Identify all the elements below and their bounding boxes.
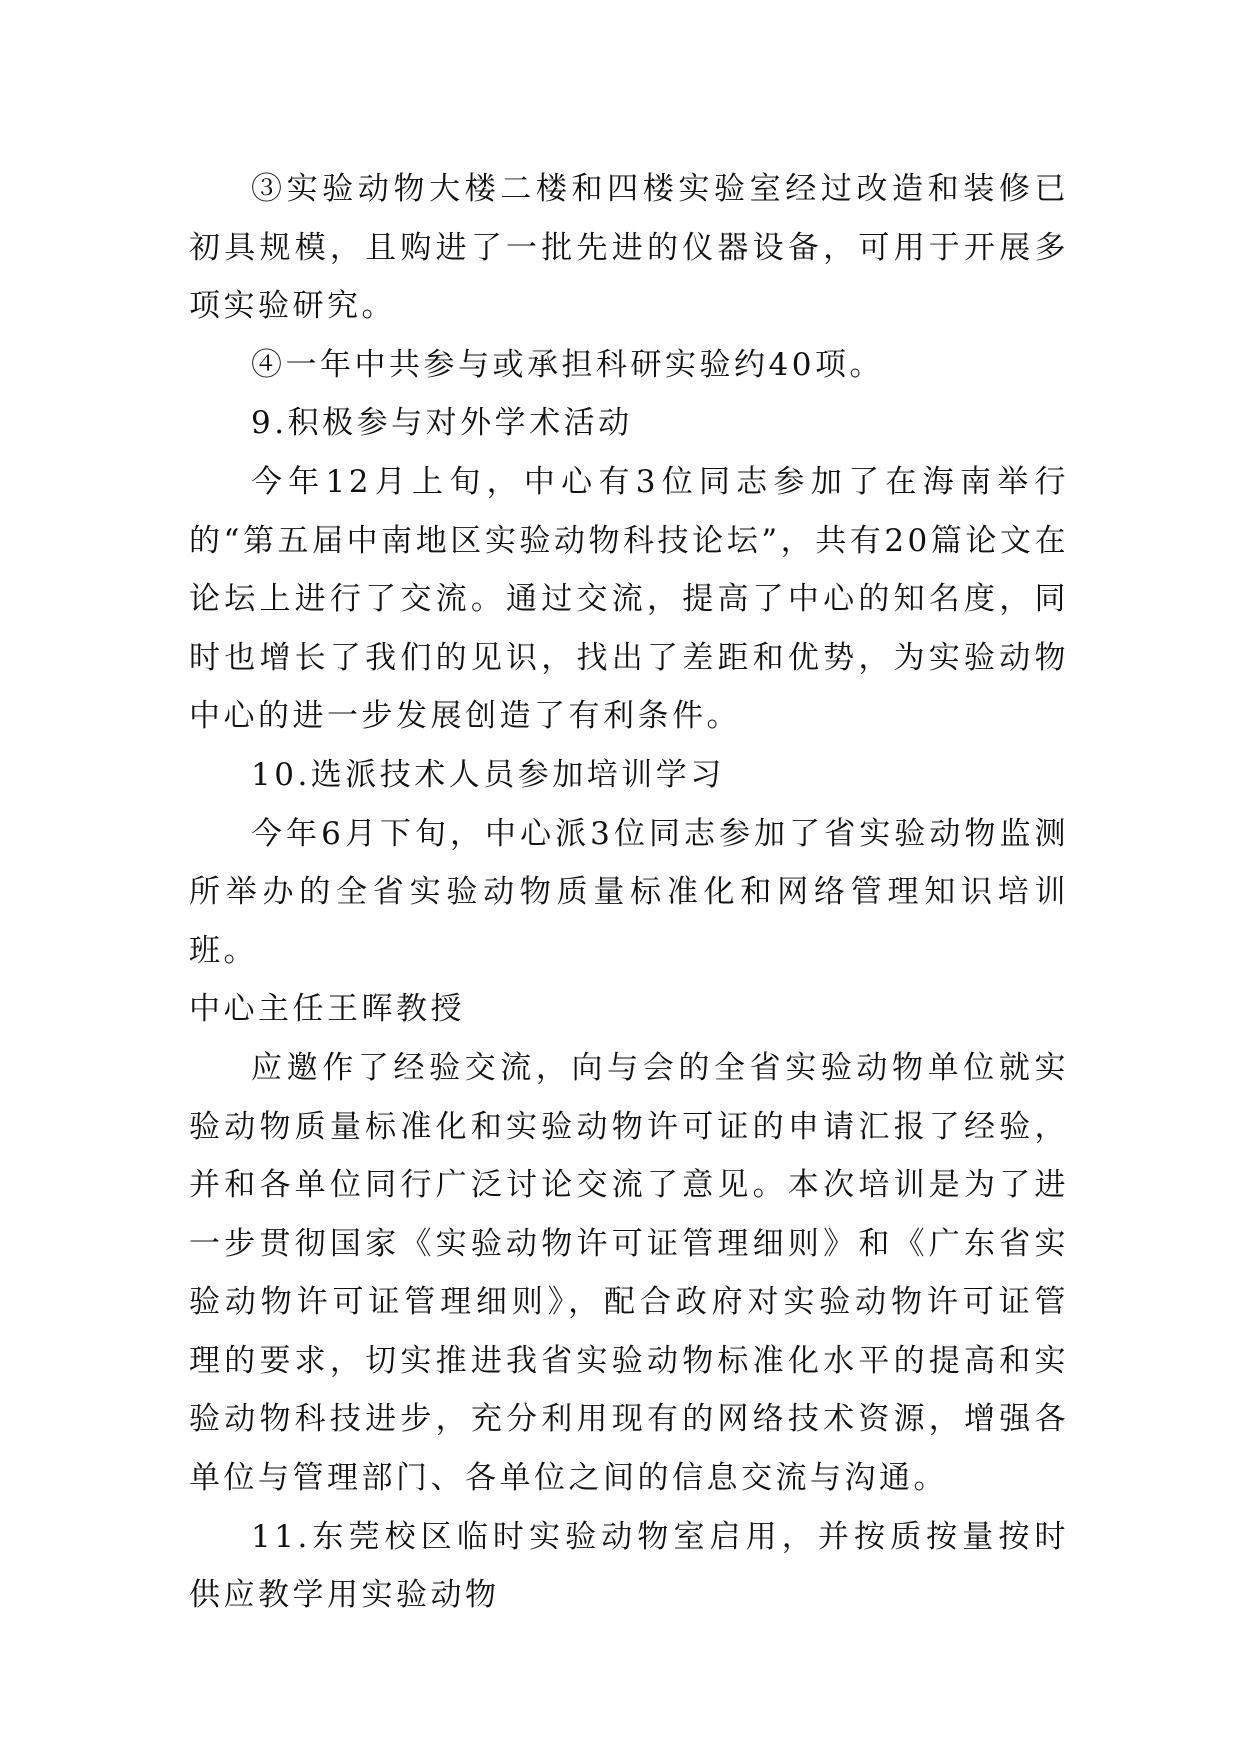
paragraph-director: 中心主任王晖教授 (189, 991, 465, 1028)
document-body (189, 160, 1069, 1625)
paragraph-lab-renovation: ③实验动物大楼二楼和四楼实验室经过改造和装修已初具规模，且购进了一批先进的仪器设备，可用于开展多项实验研究。 (189, 171, 1069, 325)
section-heading-academic-activities: 9.积极参与对外学术活动 (251, 405, 633, 442)
section-heading-dongguan-campus: 11.东莞校区临时实验动物室启用，并按质按量按时供应教学用实验动物 (189, 1518, 1069, 1614)
paragraph-training-course: 今年6月下旬，中心派3位同志参加了省实验动物监测所举办的全省实验动物质量标准化和网络管理知识培训班。 (189, 815, 1069, 969)
paragraph-forum: 今年12月上旬，中心有3位同志参加了在海南举行的“第五届中南地区实验动物科技论坛”，共有20篇论文在论坛上进行了交流。通过交流，提高了中心的知名度，同时也增长了我们的见识，找出了差距和优势，为实验动物中心的进一步发展创造了有利条件。 (189, 463, 1069, 735)
paragraph-research-projects: ④一年中共参与或承担科研实验约40项。 (251, 346, 884, 383)
paragraph-experience-exchange: 应邀作了经验交流，向与会的全省实验动物单位就实验动物质量标准化和实验动物许可证的申请汇报了经验，并和各单位同行广泛讨论交流了意见。本次培训是为了进一步贯彻国家《实验动物许可证管理细则》和《广东省实验动物许可证管理细则》，配合政府对实验动物许可证管理的要求，切实推进我省实验动物标准化水平的提高和实验动物科技进步，充分利用现有的网络技术资源，增强各单位与管理部门、各单位之间的信息交流与沟通。 (189, 1049, 1069, 1497)
section-heading-training: 10.选派技术人员参加培训学习 (251, 756, 725, 793)
